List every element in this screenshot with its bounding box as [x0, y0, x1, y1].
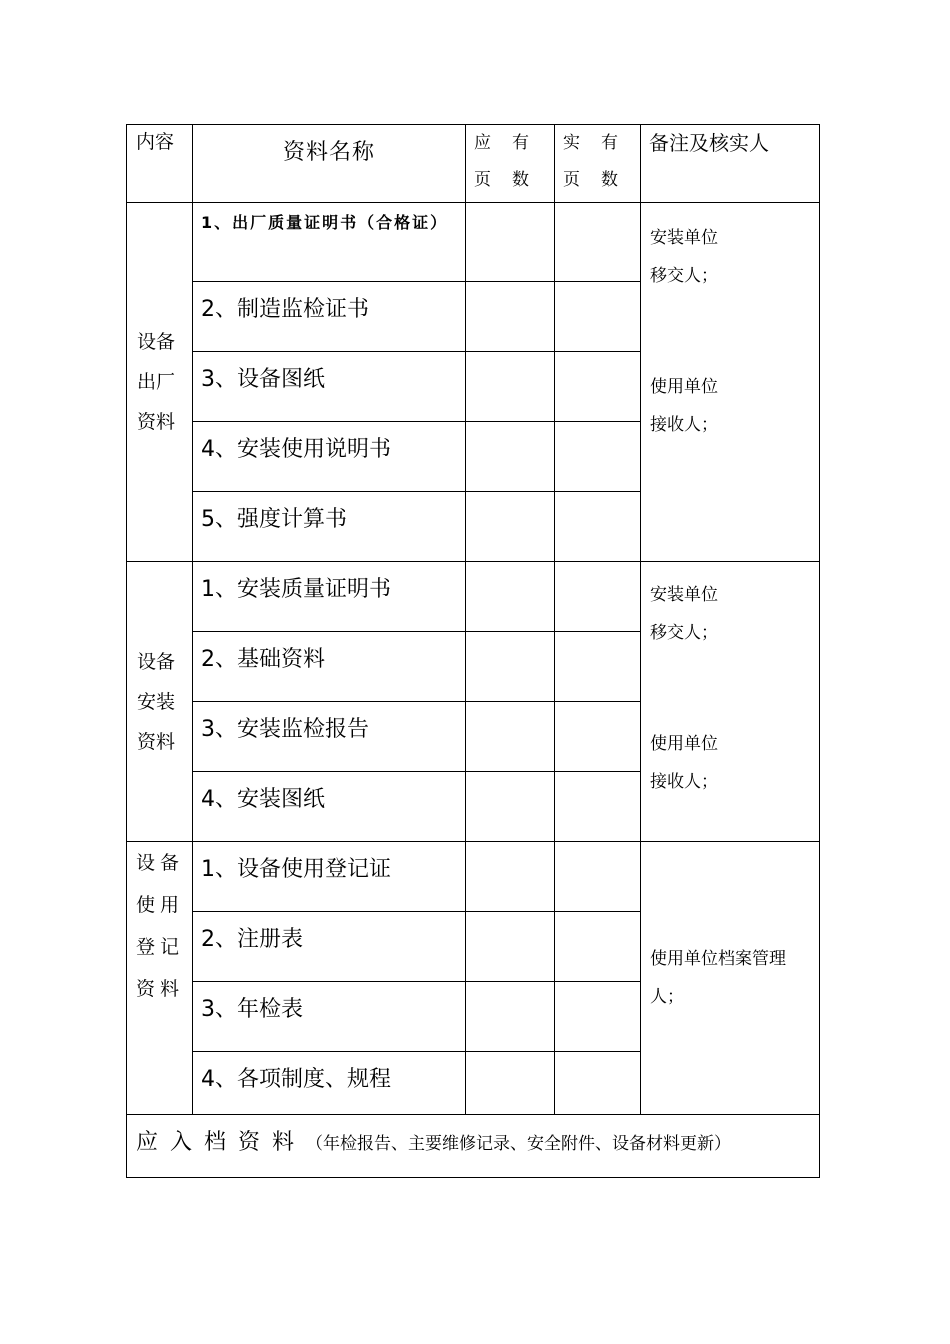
table-row: [127, 842, 820, 912]
footer-subtitle: （年检报告、主要维修记录、安全附件、设备材料更新）: [306, 1134, 732, 1154]
actual-pages-cell[interactable]: [555, 912, 641, 982]
footer-title: 应入档资料: [136, 1130, 307, 1155]
item-name: 2、制造监检证书: [193, 282, 466, 352]
category-line: 出厂: [137, 371, 176, 393]
item-name: 3、设备图纸: [193, 352, 466, 422]
header-actual-c: 页: [563, 170, 580, 190]
category-cell: [127, 842, 193, 1115]
header-content: 内容: [127, 125, 193, 203]
footer-row: [127, 1115, 820, 1178]
actual-pages-cell[interactable]: [555, 422, 641, 492]
note-line: 接收人；: [650, 415, 718, 435]
item-name: 1、出厂质量证明书（合格证）: [193, 203, 466, 282]
category-line: 设备: [137, 331, 176, 353]
header-should-c: 页: [474, 170, 491, 190]
should-pages-cell[interactable]: [466, 492, 555, 562]
actual-pages-cell[interactable]: [555, 772, 641, 842]
category-line: 设备: [136, 852, 185, 874]
should-pages-cell[interactable]: [466, 203, 555, 282]
notes-cell: [641, 203, 820, 562]
should-pages-cell[interactable]: [466, 282, 555, 352]
category-line: 设备: [137, 650, 176, 673]
category-line: 使用: [136, 894, 185, 916]
should-pages-cell[interactable]: [466, 842, 555, 912]
item-name: 4、安装图纸: [193, 772, 466, 842]
should-pages-cell[interactable]: [466, 562, 555, 632]
category-line: 安装: [137, 690, 176, 713]
should-pages-cell[interactable]: [466, 1052, 555, 1115]
note-line: 移交人；: [650, 266, 718, 286]
item-name: 2、注册表: [193, 912, 466, 982]
header-actual-d: 数: [601, 170, 618, 190]
item-name: 3、安装监检报告: [193, 702, 466, 772]
actual-pages-cell[interactable]: [555, 842, 641, 912]
actual-pages-cell[interactable]: [555, 282, 641, 352]
actual-pages-cell[interactable]: [555, 982, 641, 1052]
actual-pages-cell[interactable]: [555, 1052, 641, 1115]
notes-cell: [641, 562, 820, 842]
header-should-d: 数: [512, 170, 529, 190]
should-pages-cell[interactable]: [466, 352, 555, 422]
header-actual-pages: [555, 125, 641, 203]
item-name: 1、设备使用登记证: [193, 842, 466, 912]
header-should-pages: [466, 125, 555, 203]
table-row: [127, 562, 820, 632]
note-line: 接收人；: [650, 772, 718, 792]
header-should-b: 有: [512, 133, 529, 153]
category-line: 登记: [136, 936, 185, 958]
note-line: 使用单位档案管理: [650, 949, 786, 969]
should-pages-cell[interactable]: [466, 982, 555, 1052]
header-actual-b: 有: [601, 133, 618, 153]
item-name: 4、安装使用说明书: [193, 422, 466, 492]
table-row: [127, 203, 820, 282]
actual-pages-cell[interactable]: [555, 702, 641, 772]
category-line: 资料: [137, 411, 176, 433]
should-pages-cell[interactable]: [466, 702, 555, 772]
item-name: 3、年检表: [193, 982, 466, 1052]
should-pages-cell[interactable]: [466, 772, 555, 842]
category-line: 资料: [136, 978, 185, 1000]
category-cell: [127, 562, 193, 842]
note-line: 移交人；: [650, 623, 718, 643]
note-line: 安装单位: [650, 228, 718, 248]
footer-cell: [127, 1115, 820, 1178]
header-name: 资料名称: [193, 125, 466, 203]
notes-cell: [641, 842, 820, 1115]
actual-pages-cell[interactable]: [555, 632, 641, 702]
archive-table: [126, 124, 820, 1178]
header-row: [127, 125, 820, 203]
item-name: 5、强度计算书: [193, 492, 466, 562]
item-name: 4、各项制度、规程: [193, 1052, 466, 1115]
note-line: 人；: [650, 987, 684, 1007]
note-line: 使用单位: [650, 734, 718, 754]
actual-pages-cell[interactable]: [555, 352, 641, 422]
should-pages-cell[interactable]: [466, 422, 555, 492]
actual-pages-cell[interactable]: [555, 203, 641, 282]
should-pages-cell[interactable]: [466, 632, 555, 702]
note-line: 使用单位: [650, 377, 718, 397]
note-line: 安装单位: [650, 585, 718, 605]
actual-pages-cell[interactable]: [555, 492, 641, 562]
actual-pages-cell[interactable]: [555, 562, 641, 632]
header-should-a: 应: [474, 133, 491, 153]
category-line: 资料: [137, 730, 176, 753]
header-notes: 备注及核实人: [641, 125, 820, 203]
should-pages-cell[interactable]: [466, 912, 555, 982]
category-cell: [127, 203, 193, 562]
item-name: 1、安装质量证明书: [193, 562, 466, 632]
header-actual-a: 实: [563, 133, 580, 153]
item-name: 2、基础资料: [193, 632, 466, 702]
